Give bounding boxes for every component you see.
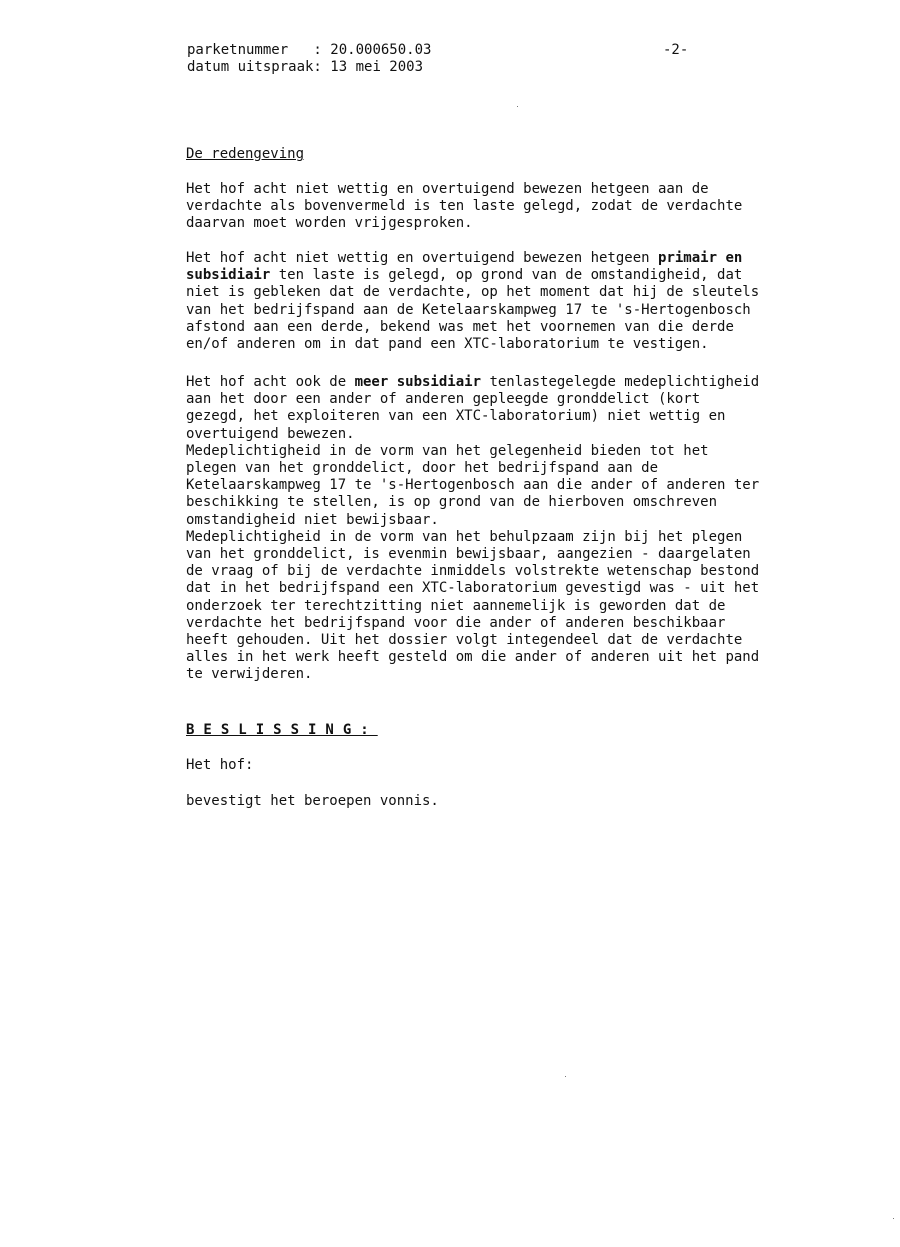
case-number-label: parketnummer : — [187, 42, 322, 58]
paragraph-2-intro: Het hof acht niet wettig en overtuigend bewezen hetgeen — [186, 250, 659, 266]
paragraph-3-body: tenlastegelegde medeplichtigheid aan het door een ander of anderen gepleegde gronddelict (kort gezegd, het exploiteren van een XTC-laboratorium) niet wettig en overtuigend bewezen. Medeplichtigheid in de vorm van het gelegenheid bieden tot het plegen van het gronddelict, door het bedrijfspand aan de Ketelaarskampweg 17 te 's-Hertogenbosch aan die ander of anderen ter beschikking te stellen, is op grond van de hierboven omschreven omstandigheid niet bewijsbaar. Medeplichtigheid in de vorm van het behulpzaam zijn bij het plegen van het gronddelict, is evenmin bewijsbaar, aangezien - daargelaten de vraag of bij de verdachte inmiddels volstrekte wetenschap bestond dat in het bedrijfspand een XTC-laboratorium gevestigd was - uit het onderzoek ter terechtzitting niet aannemelijk is geworden dat de verdachte het bedrijfspand voor die ander of anderen beschikbaar heeft gehouden. Uit het dossier volgt integendeel dat de verdachte alles in het werk heeft gesteld om die ander of anderen uit het pand te verwijderen. — [186, 374, 760, 683]
ruling-date-label: datum uitspraak: — [187, 59, 322, 75]
page-number: -2- — [663, 42, 689, 58]
paragraph-2-body: ten laste is gelegd, op grond van de omstandigheid, dat niet is gebleken dat de verdachte, op het moment dat hij de sleutels van het bedrijfspand aan de Ketelaarskampweg 17 te 's-Hertogenbosch afstond aan een derde, bekend was met het voornemen van die derde en/of anderen om in dat pand een XTC-laboratorium te vestigen. — [186, 267, 760, 353]
decision-heading: BESLISSING: — [186, 722, 378, 738]
paragraph-2-emphasis-subsidiary: subsidiair — [186, 267, 271, 284]
scan-speck — [565, 1076, 566, 1077]
reasoning-paragraph-1: Het hof acht niet wettig en overtuigend bewezen hetgeen aan de verdachte als bovenvermeld is ten laste gelegd, zodat de verdachte daarvan moet worden vrijgesproken. — [186, 181, 743, 232]
ruling-date-value: 13 mei 2003 — [330, 59, 424, 75]
scan-speck — [893, 1218, 894, 1219]
reasoning-paragraph-3 — [186, 374, 876, 684]
paragraph-3-intro: Het hof acht ook de — [186, 374, 355, 390]
decision-court-line: Het hof: — [186, 757, 254, 773]
ruling-date-line — [187, 59, 423, 76]
decision-ruling-line: bevestigt het beroepen vonnis. — [186, 793, 439, 809]
reasoning-heading: De redengeving — [186, 146, 305, 162]
case-number-value: 20.000650.03 — [330, 42, 432, 58]
paragraph-2-emphasis-primary: primair en — [658, 250, 743, 266]
reasoning-paragraph-2 — [186, 250, 876, 353]
case-number-line — [187, 42, 431, 59]
scan-speck — [517, 106, 518, 107]
paragraph-3-emphasis: meer subsidiair — [354, 374, 482, 390]
